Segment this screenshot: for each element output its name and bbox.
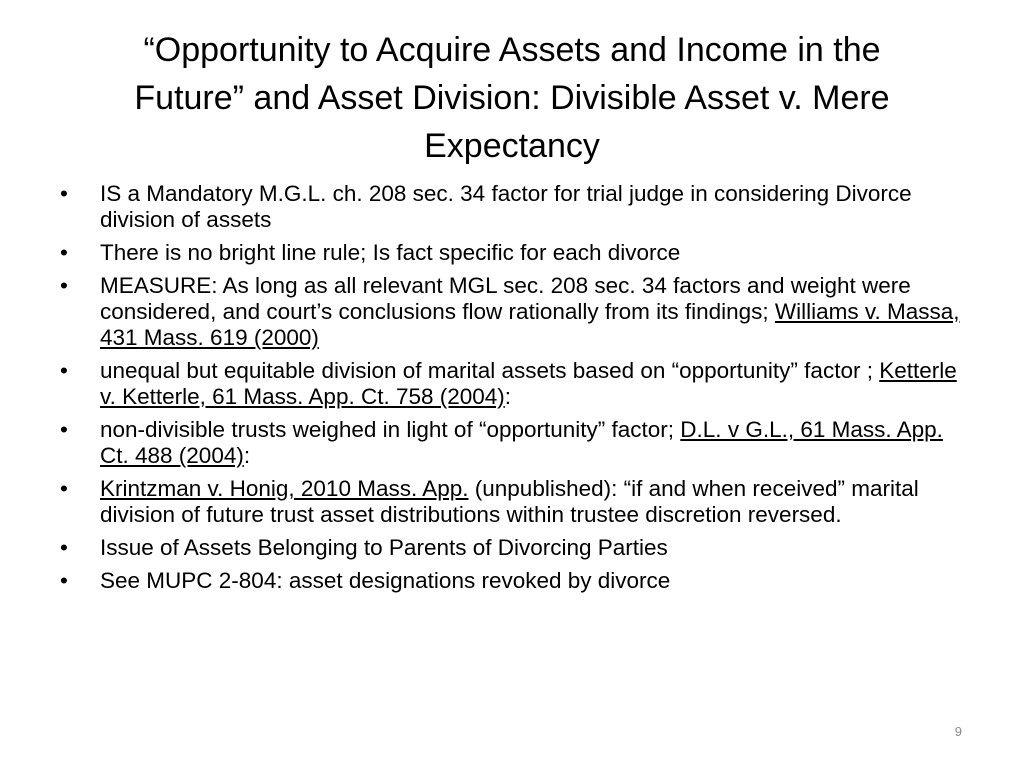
bullet-text: IS a Mandatory M.G.L. ch. 208 sec. 34 factor for trial judge in considering Divorce division of assets <box>100 181 912 232</box>
bullet-text: There is no bright line rule; Is fact specific for each divorce <box>100 240 681 265</box>
bullet-item-no-bright-line <box>60 240 972 266</box>
bullet-icon: • <box>60 535 68 560</box>
bullet-item-measure <box>60 273 972 351</box>
page-number: 9 <box>954 724 962 739</box>
bullet-icon: • <box>60 568 68 593</box>
bullet-icon: • <box>60 240 68 265</box>
bullet-item-mandatory-factor <box>60 181 972 233</box>
bullet-item-mupc <box>60 568 972 594</box>
bullet-icon: • <box>60 358 68 383</box>
bullet-icon: • <box>60 417 68 442</box>
bullet-text: See MUPC 2-804: asset designations revoked by divorce <box>100 568 671 593</box>
bullet-text-suffix: (unpublished): “if and when received” marital division of future trust asset distributions within trustee discretion reversed. <box>100 476 919 527</box>
title-line: “Opportunity to Acquire Assets and Income in the <box>143 31 881 69</box>
case-citation: Krintzman v. Honig, 2010 Mass. App. <box>100 476 469 501</box>
bullet-item-unequal-division <box>60 358 972 410</box>
bullet-text: non-divisible trusts weighed in light of “opportunity” factor; <box>100 417 681 442</box>
bullet-text: Issue of Assets Belonging to Parents of Divorcing Parties <box>100 535 668 560</box>
bullet-text: MEASURE: As long as all relevant MGL sec. 208 sec. 34 factors and weight were considered, and court’s conclusions flow rationally from its findings; <box>100 273 911 324</box>
bullet-item-parents-assets <box>60 535 972 561</box>
bullet-icon: • <box>60 476 68 501</box>
bullet-list <box>60 181 972 601</box>
case-citation: D.L. v G.L., 61 Mass. App. Ct. 488 (2004) <box>100 417 943 468</box>
bullet-text-suffix: : <box>504 384 512 409</box>
bullet-text-suffix: : <box>243 443 251 468</box>
title-line: Expectancy <box>424 127 600 165</box>
slide-title <box>60 26 964 170</box>
case-citation: Williams v. Massa, 431 Mass. 619 (2000) <box>100 299 960 350</box>
bullet-item-krintzman <box>60 476 972 528</box>
case-citation: Ketterle v. Ketterle, 61 Mass. App. Ct. 758 (2004) <box>100 358 957 409</box>
bullet-icon: • <box>60 181 68 206</box>
bullet-icon: • <box>60 273 68 298</box>
title-line: Future” and Asset Division: Divisible Asset v. Mere <box>134 79 890 117</box>
bullet-item-non-divisible-trusts <box>60 417 972 469</box>
bullet-text: unequal but equitable division of marital assets based on “opportunity” factor ; <box>100 358 880 383</box>
